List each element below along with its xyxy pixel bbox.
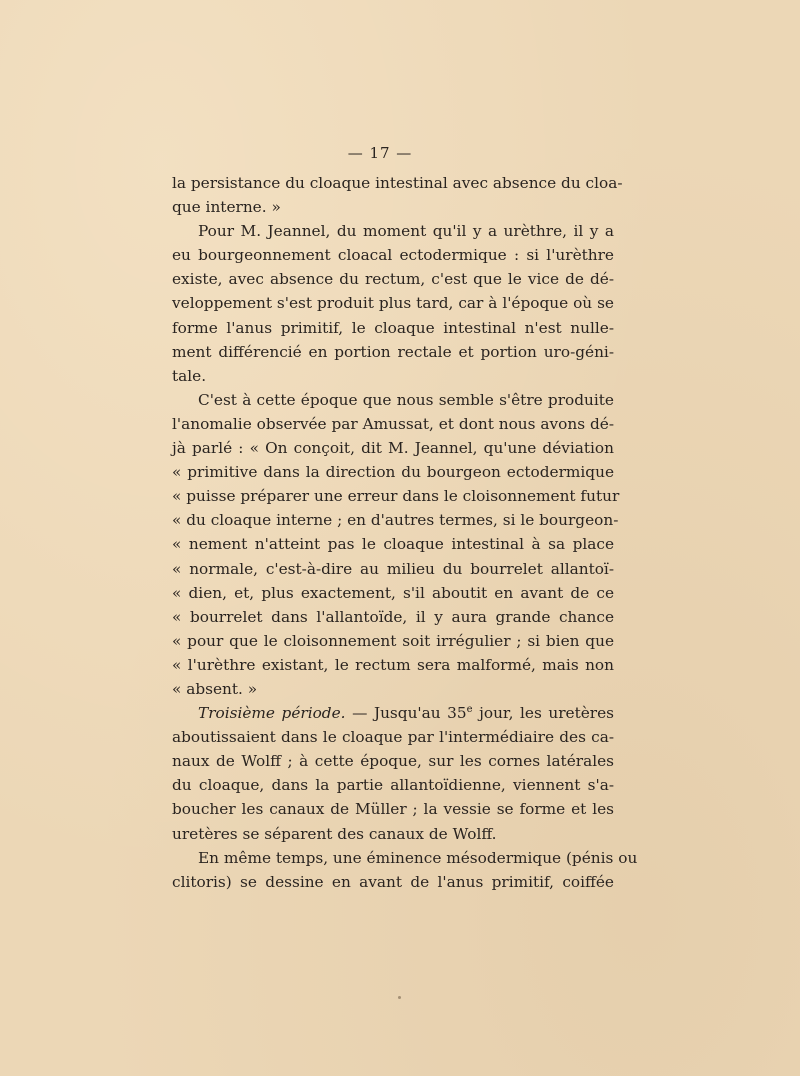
- text-line: « l'urèthre existant, le rectum sera malformé, mais non: [172, 655, 614, 674]
- text-line: « normale, c'est-à-dire au milieu du bourrelet allantoï-: [172, 559, 614, 578]
- text-line: « pour que le cloisonnement soit irrégulier ; si bien que: [172, 631, 614, 650]
- text-line: aboutissaient dans le cloaque par l'intermédiaire des ca-: [172, 728, 614, 747]
- text-line: l'anomalie observée par Amussat, et dont nous avons dé-: [172, 414, 614, 433]
- text-line: eu bourgeonnement cloacal ectodermique : si l'urèthre: [172, 246, 614, 265]
- text-line: En même temps, une éminence mésodermique (pénis ou: [198, 848, 638, 867]
- text-line: « bourrelet dans l'allantoïde, il y aura grande chance: [172, 607, 614, 626]
- text-line: ment différencié en portion rectale et portion uro-géni-: [172, 342, 614, 361]
- text-line: « primitive dans la direction du bourgeon ectodermique: [172, 463, 614, 482]
- text-line: « absent. »: [172, 679, 258, 698]
- text-fragment: — Jusqu'au 35: [345, 704, 467, 723]
- text-line: « dien, et, plus exactement, s'il aboutit en avant de ce: [172, 583, 614, 602]
- body-text: [172, 171, 638, 894]
- text-line: la persistance du cloaque intestinal avec absence du cloa-: [172, 174, 623, 192]
- text-line: forme l'anus primitif, le cloaque intestinal n'est nulle-: [172, 318, 614, 337]
- text-line: existe, avec absence du rectum, c'est que le vice de dé-: [172, 270, 614, 289]
- text-line: C'est à cette époque que nous semble s'être produite: [198, 390, 614, 409]
- text-line: « puisse préparer une erreur dans le cloisonnement futur: [172, 487, 620, 506]
- text-line: naux de Wolff ; à cette époque, sur les cornes latérales: [172, 752, 614, 771]
- text-line: boucher les canaux de Müller ; la vessie se forme et les: [172, 800, 614, 819]
- section-title: Troisième période.: [198, 704, 346, 723]
- text-fragment: jour, les uretères: [472, 704, 614, 723]
- text-line: « du cloaque interne ; en d'autres termes, si le bourgeon-: [172, 511, 619, 530]
- text-line: Pour M. Jeannel, du moment qu'il y a urèthre, il y a: [198, 222, 614, 241]
- third-period-heading-line: [172, 701, 614, 725]
- superscript: e: [466, 703, 473, 715]
- text-line: tale.: [172, 366, 207, 385]
- text-line: « nement n'atteint pas le cloaque intestinal à sa place: [172, 535, 614, 554]
- text-line: que interne. »: [172, 198, 281, 217]
- text-line: veloppement s'est produit plus tard, car à l'époque où se: [172, 294, 614, 313]
- text-line: du cloaque, dans la partie allantoïdienne, viennent s'a-: [172, 776, 614, 795]
- text-line: jà parlé : « On conçoit, dit M. Jeannel, qu'une déviation: [172, 439, 614, 458]
- text-line: uretères se séparent des canaux de Wolff.: [172, 824, 497, 843]
- paper-speck: [398, 996, 401, 999]
- text-line: clitoris) se dessine en avant de l'anus primitif, coiffée: [172, 872, 614, 891]
- page-number: — 17 —: [347, 144, 413, 162]
